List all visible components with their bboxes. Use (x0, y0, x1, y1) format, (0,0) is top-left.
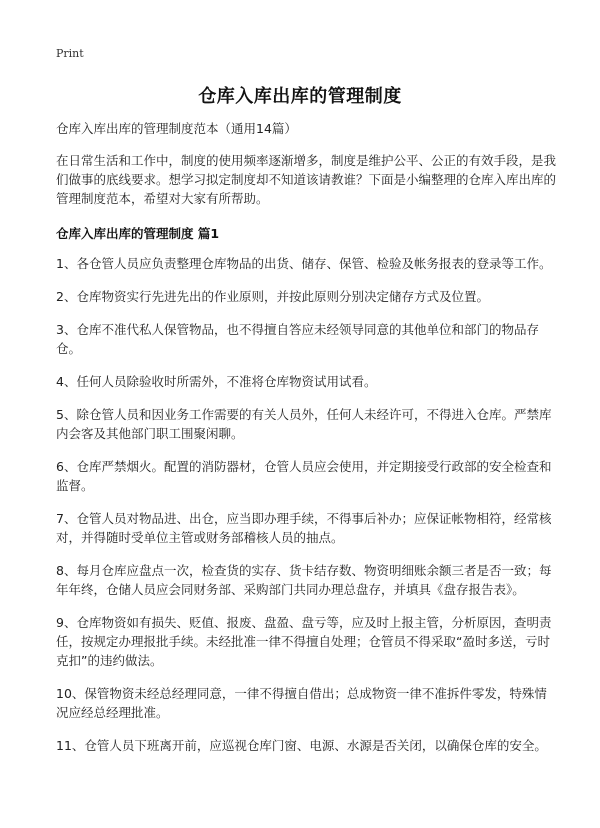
intro-paragraph: 在日常生活和工作中，制度的使用频率逐渐增多，制度是维护公平、公正的有效手段，是我们做事的底线要求。想学习拟定制度却不知道该请教谁？下面是小编整理的仓库入库出库的管理制度范本，希望对大家有所帮助。 (56, 153, 557, 206)
print-label: Print (56, 47, 84, 60)
rule-item-3: 3、仓库不准代私人保管物品，也不得擅自答应未经领导同意的其他单位和部门的物品存仓。 (56, 322, 539, 356)
rule-item-10: 10、保管物资未经总经理同意，一律不得擅自借出；总成物资一律不准拆件零发，特殊情况应经总经理批准。 (56, 686, 547, 720)
section-heading: 仓库入库出库的管理制度 篇1 (56, 226, 220, 241)
document-body (56, 119, 556, 769)
rule-item-9: 9、仓库物资如有损失、贬值、报废、盘盈、盘亏等，应及时上报主管，分析原因，查明责任，按规定办理报批手续。未经批准一律不得擅自处理；仓管员不得采取“盈时多送，亏时克扣”的违约做法。 (56, 615, 552, 668)
document-subtitle: 仓库入库出库的管理制度范本（通用14篇） (56, 121, 297, 136)
rule-item-8: 8、每月仓库应盘点一次，检查货的实存、货卡结存数、物资明细账余额三者是否一致；每年年终，仓储人员应会同财务部、采购部门共同办理总盘存，并填具《盘存报告表》。 (56, 563, 552, 597)
rule-item-2: 2、仓库物资实行先进先出的作业原则，并按此原则分别决定储存方式及位置。 (56, 289, 489, 304)
rule-item-1: 1、各仓管人员应负责整理仓库物品的出货、储存、保管、检验及帐务报表的登录等工作。 (56, 256, 552, 271)
document-title: 仓库入库出库的管理制度 (198, 86, 402, 107)
rule-item-6: 6、仓库严禁烟火。配置的消防器材，仓管人员应会使用，并定期接受行政部的安全检查和监督。 (56, 459, 552, 493)
rule-item-11: 11、仓管人员下班离开前，应巡视仓库门窗、电源、水源是否关闭，以确保仓库的安全。 (56, 738, 547, 753)
rule-item-4: 4、任何人员除验收时所需外，不准将仓库物资试用试看。 (56, 374, 377, 389)
rule-item-7: 7、仓管人员对物品进、出仓，应当即办理手续，不得事后补办；应保证帐物相符，经常核对，并得随时受单位主管或财务部稽核人员的抽点。 (56, 511, 552, 545)
rule-item-5: 5、除仓管人员和因业务工作需要的有关人员外，任何人未经许可，不得进入仓库。严禁库内会客及其他部门职工围聚闲聊。 (56, 407, 552, 441)
